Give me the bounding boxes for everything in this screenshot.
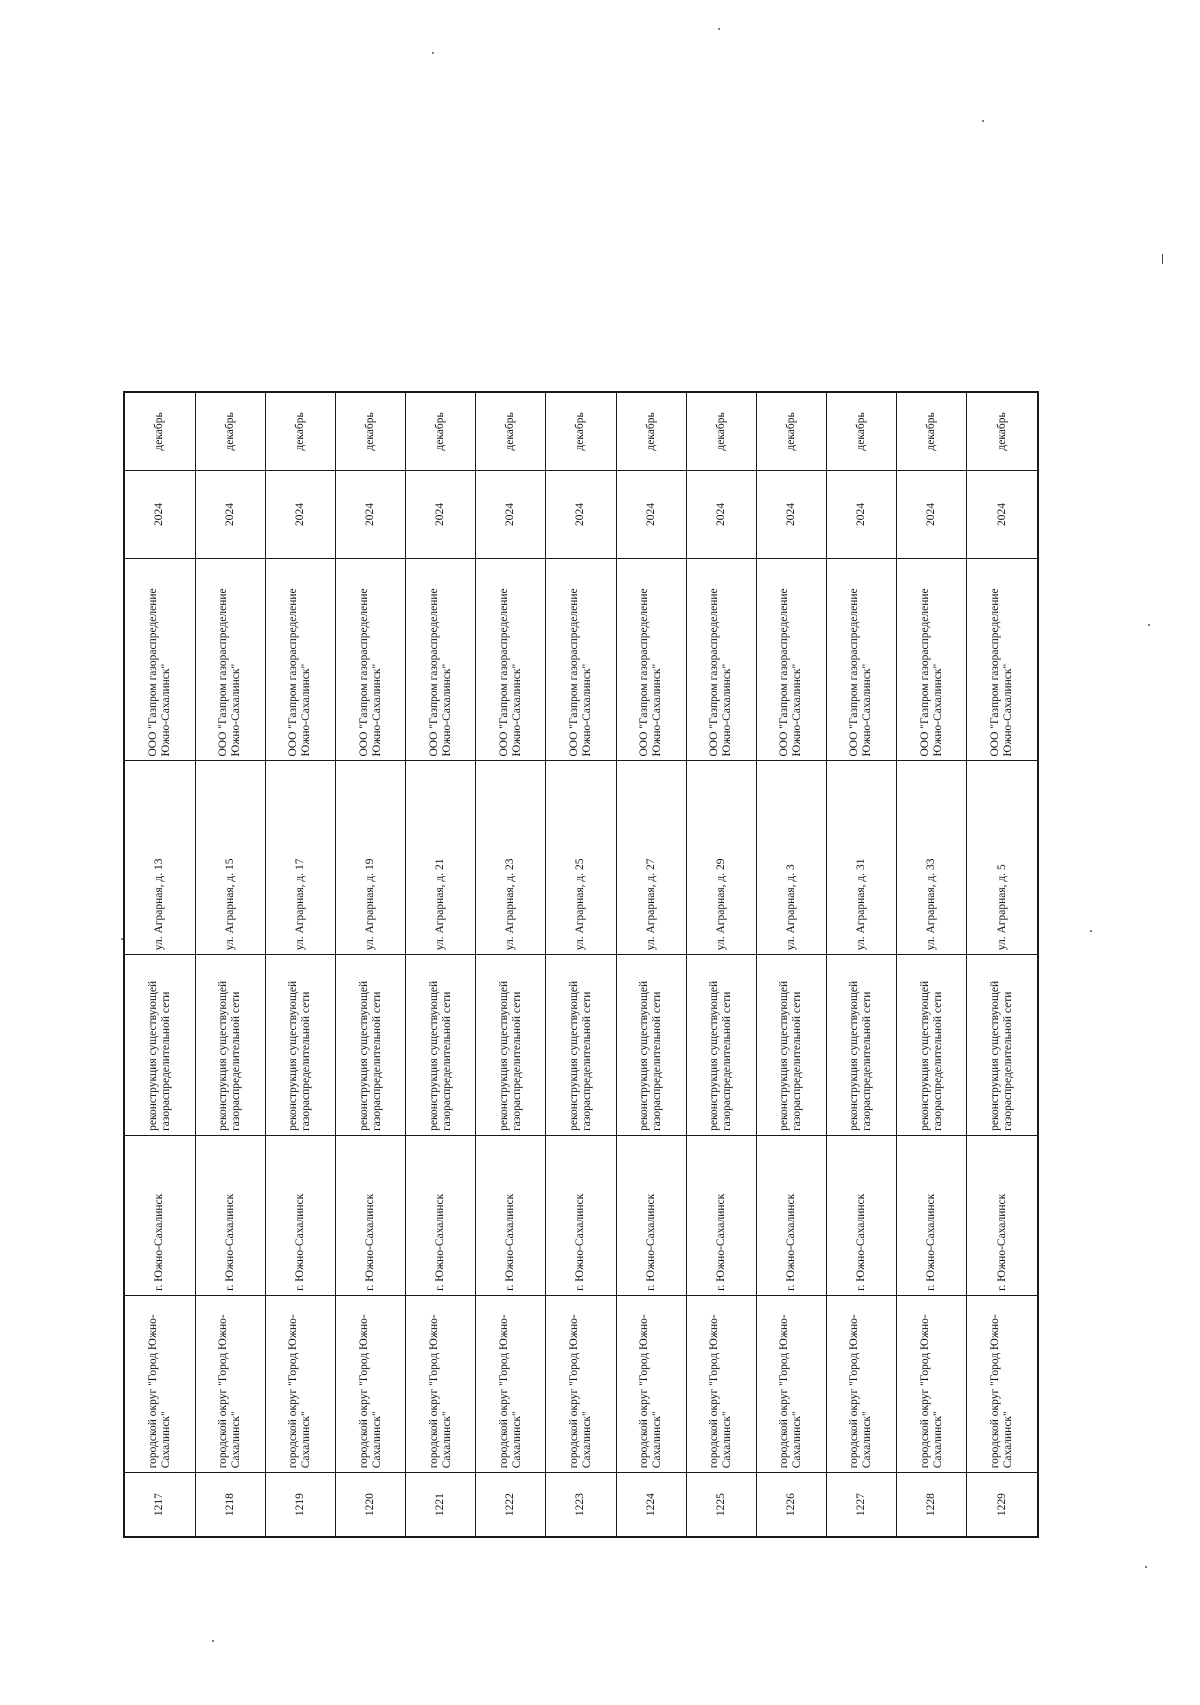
table-row <box>336 392 406 1537</box>
city-cell: г. Южно-Сахалинск <box>546 1135 616 1295</box>
city-cell: г. Южно-Сахалинск <box>686 1135 756 1295</box>
address-cell: ул. Аграрная, д. 21 <box>406 761 476 955</box>
city-cell: г. Южно-Сахалинск <box>616 1135 686 1295</box>
scan-speck <box>718 28 720 30</box>
municipality-cell: городской округ "Город Южно-Сахалинск" <box>826 1295 896 1472</box>
work-type-cell: реконструкция существующей газораспределительной сети <box>897 955 967 1136</box>
month-cell: декабрь <box>686 392 756 470</box>
row-number-cell: 1223 <box>546 1473 616 1537</box>
work-type-cell: реконструкция существующей газораспределительной сети <box>967 955 1038 1136</box>
month-cell: декабрь <box>826 392 896 470</box>
organization-cell: ООО "Газпром газораспределение Южно-Сахалинск" <box>124 559 195 761</box>
address-cell: ул. Аграрная, д. 31 <box>826 761 896 955</box>
year-cell: 2024 <box>826 470 896 558</box>
municipality-cell: городской округ "Город Южно-Сахалинск" <box>265 1295 335 1472</box>
city-cell: г. Южно-Сахалинск <box>406 1135 476 1295</box>
row-number-cell: 1218 <box>195 1473 265 1537</box>
address-cell: ул. Аграрная, д. 33 <box>897 761 967 955</box>
municipality-cell: городской округ "Город Южно-Сахалинск" <box>336 1295 406 1472</box>
address-cell: ул. Аграрная, д. 19 <box>336 761 406 955</box>
row-number-cell: 1227 <box>826 1473 896 1537</box>
year-cell: 2024 <box>406 470 476 558</box>
year-cell: 2024 <box>195 470 265 558</box>
row-number-cell: 1224 <box>616 1473 686 1537</box>
work-type-cell: реконструкция существующей газораспределительной сети <box>686 955 756 1136</box>
organization-cell: ООО "Газпром газораспределение Южно-Сахалинск" <box>826 559 896 761</box>
work-type-cell: реконструкция существующей газораспределительной сети <box>616 955 686 1136</box>
municipality-cell: городской округ "Город Южно-Сахалинск" <box>476 1295 546 1472</box>
organization-cell: ООО "Газпром газораспределение Южно-Сахалинск" <box>476 559 546 761</box>
work-type-cell: реконструкция существующей газораспределительной сети <box>826 955 896 1136</box>
work-type-cell: реконструкция существующей газораспределительной сети <box>476 955 546 1136</box>
organization-cell: ООО "Газпром газораспределение Южно-Сахалинск" <box>336 559 406 761</box>
scan-speck <box>212 1640 214 1642</box>
organization-cell: ООО "Газпром газораспределение Южно-Сахалинск" <box>406 559 476 761</box>
organization-cell: ООО "Газпром газораспределение Южно-Сахалинск" <box>265 559 335 761</box>
address-cell: ул. Аграрная, д. 29 <box>686 761 756 955</box>
month-cell: декабрь <box>546 392 616 470</box>
organization-cell: ООО "Газпром газораспределение Южно-Сахалинск" <box>686 559 756 761</box>
organization-cell: ООО "Газпром газораспределение Южно-Сахалинск" <box>967 559 1038 761</box>
month-cell: декабрь <box>476 392 546 470</box>
city-cell: г. Южно-Сахалинск <box>336 1135 406 1295</box>
table-row <box>897 392 967 1537</box>
city-cell: г. Южно-Сахалинск <box>756 1135 826 1295</box>
address-cell: ул. Аграрная, д. 3 <box>756 761 826 955</box>
rotated-table-wrapper <box>123 391 1039 1538</box>
city-cell: г. Южно-Сахалинск <box>265 1135 335 1295</box>
year-cell: 2024 <box>336 470 406 558</box>
address-cell: ул. Аграрная, д. 15 <box>195 761 265 955</box>
municipality-cell: городской округ "Город Южно-Сахалинск" <box>124 1295 195 1472</box>
month-cell: декабрь <box>265 392 335 470</box>
municipality-cell: городской округ "Город Южно-Сахалинск" <box>195 1295 265 1472</box>
city-cell: г. Южно-Сахалинск <box>124 1135 195 1295</box>
year-cell: 2024 <box>897 470 967 558</box>
row-number-cell: 1229 <box>967 1473 1038 1537</box>
year-cell: 2024 <box>967 470 1038 558</box>
table-row <box>195 392 265 1537</box>
organization-cell: ООО "Газпром газораспределение Южно-Сахалинск" <box>195 559 265 761</box>
work-type-cell: реконструкция существующей газораспределительной сети <box>124 955 195 1136</box>
month-cell: декабрь <box>124 392 195 470</box>
address-cell: ул. Аграрная, д. 5 <box>967 761 1038 955</box>
year-cell: 2024 <box>265 470 335 558</box>
municipality-cell: городской округ "Город Южно-Сахалинск" <box>616 1295 686 1472</box>
address-cell: ул. Аграрная, д. 13 <box>124 761 195 955</box>
address-cell: ул. Аграрная, д. 27 <box>616 761 686 955</box>
address-cell: ул. Аграрная, д. 25 <box>546 761 616 955</box>
organization-cell: ООО "Газпром газораспределение Южно-Сахалинск" <box>616 559 686 761</box>
work-type-cell: реконструкция существующей газораспределительной сети <box>406 955 476 1136</box>
row-number-cell: 1226 <box>756 1473 826 1537</box>
table-row <box>265 392 335 1537</box>
city-cell: г. Южно-Сахалинск <box>195 1135 265 1295</box>
month-cell: декабрь <box>897 392 967 470</box>
scan-speck <box>982 120 984 122</box>
city-cell: г. Южно-Сахалинск <box>897 1135 967 1295</box>
year-cell: 2024 <box>476 470 546 558</box>
scan-speck <box>1145 1566 1147 1568</box>
municipality-cell: городской округ "Город Южно-Сахалинск" <box>897 1295 967 1472</box>
work-type-cell: реконструкция существующей газораспределительной сети <box>756 955 826 1136</box>
table-row <box>546 392 616 1537</box>
row-number-cell: 1221 <box>406 1473 476 1537</box>
table-row <box>406 392 476 1537</box>
municipality-cell: городской округ "Город Южно-Сахалинск" <box>686 1295 756 1472</box>
address-cell: ул. Аграрная, д. 17 <box>265 761 335 955</box>
municipality-cell: городской округ "Город Южно-Сахалинск" <box>967 1295 1038 1472</box>
year-cell: 2024 <box>616 470 686 558</box>
table-row <box>686 392 756 1537</box>
municipality-cell: городской округ "Город Южно-Сахалинск" <box>546 1295 616 1472</box>
records-table <box>123 391 1039 1538</box>
city-cell: г. Южно-Сахалинск <box>476 1135 546 1295</box>
month-cell: декабрь <box>336 392 406 470</box>
row-number-cell: 1228 <box>897 1473 967 1537</box>
table-row <box>476 392 546 1537</box>
address-cell: ул. Аграрная, д. 23 <box>476 761 546 955</box>
year-cell: 2024 <box>546 470 616 558</box>
row-number-cell: 1225 <box>686 1473 756 1537</box>
month-cell: декабрь <box>756 392 826 470</box>
organization-cell: ООО "Газпром газораспределение Южно-Сахалинск" <box>897 559 967 761</box>
municipality-cell: городской округ "Город Южно-Сахалинск" <box>406 1295 476 1472</box>
scan-speck <box>1148 624 1150 626</box>
scan-mark <box>1162 254 1163 264</box>
work-type-cell: реконструкция существующей газораспределительной сети <box>195 955 265 1136</box>
year-cell: 2024 <box>756 470 826 558</box>
month-cell: декабрь <box>967 392 1038 470</box>
municipality-cell: городской округ "Город Южно-Сахалинск" <box>756 1295 826 1472</box>
month-cell: декабрь <box>195 392 265 470</box>
table-row <box>967 392 1038 1537</box>
table-row <box>616 392 686 1537</box>
table-row <box>826 392 896 1537</box>
table-row <box>756 392 826 1537</box>
city-cell: г. Южно-Сахалинск <box>826 1135 896 1295</box>
work-type-cell: реконструкция существующей газораспределительной сети <box>265 955 335 1136</box>
row-number-cell: 1222 <box>476 1473 546 1537</box>
row-number-cell: 1217 <box>124 1473 195 1537</box>
scan-speck <box>432 52 434 54</box>
year-cell: 2024 <box>686 470 756 558</box>
work-type-cell: реконструкция существующей газораспределительной сети <box>546 955 616 1136</box>
month-cell: декабрь <box>406 392 476 470</box>
work-type-cell: реконструкция существующей газораспределительной сети <box>336 955 406 1136</box>
year-cell: 2024 <box>124 470 195 558</box>
organization-cell: ООО "Газпром газораспределение Южно-Сахалинск" <box>756 559 826 761</box>
row-number-cell: 1220 <box>336 1473 406 1537</box>
month-cell: декабрь <box>616 392 686 470</box>
row-number-cell: 1219 <box>265 1473 335 1537</box>
table-row <box>124 392 195 1537</box>
table-body <box>124 392 1038 1537</box>
city-cell: г. Южно-Сахалинск <box>967 1135 1038 1295</box>
organization-cell: ООО "Газпром газораспределение Южно-Сахалинск" <box>546 559 616 761</box>
scan-speck <box>1090 930 1092 932</box>
